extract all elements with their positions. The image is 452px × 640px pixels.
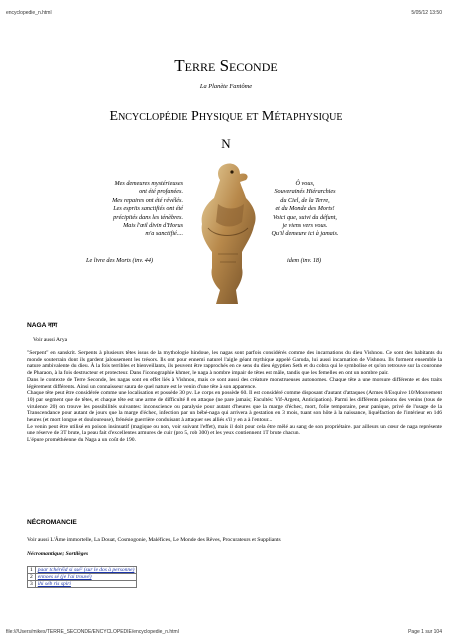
poem-right-citation: idem (inv. 18) bbox=[287, 257, 322, 264]
necromancie-subheading: Nécromantique; Sortilèges bbox=[27, 551, 89, 557]
poem-line: Souverainés Hiérarchies bbox=[274, 188, 336, 196]
poem-line: Voici que, suivi du défunt, bbox=[273, 213, 337, 221]
naga-paragraph: Le venin peut être utilisé en poison insinuatif (magique ou non, voir suivant l'effet), mais il doit pour cela être mêlé au sang de son propriétaire. par ailleurs un cœur de naga représente une réserve de 3T brute, la peau fait d'excellentes armures de cuir (pro 5, rob 300) et les yeux contiennent 1T brute chacun. bbox=[27, 423, 442, 437]
page-title: Terre Seconde bbox=[174, 56, 278, 75]
toc-number: 3 bbox=[28, 581, 36, 588]
page-subtitle: La Planète Fantôme bbox=[199, 83, 253, 90]
poem-line: Mes repaires ont été révélés. bbox=[112, 196, 183, 204]
poem-right bbox=[263, 180, 347, 239]
toc-row bbox=[28, 581, 137, 588]
poem-line: du Ciel, de la Terre, bbox=[280, 196, 330, 204]
toc-number: 1 bbox=[28, 567, 36, 574]
naga-heading: NAGA नाग bbox=[27, 322, 58, 329]
encyclopedia-title: Encyclopédie Physique et Métaphysique bbox=[109, 109, 343, 124]
poem-line: Ô vous, bbox=[295, 180, 315, 187]
toc-link[interactable]: ennoes sé (je l'ai trouvé) bbox=[37, 574, 92, 580]
print-footer-path: file:///Users/mikes/TERRE_SECONDE/ENCYCLOPEDIE/encyclopedie_n.html bbox=[6, 629, 179, 635]
poem-line: Mes demeures mystérieuses bbox=[114, 180, 183, 187]
naga-paragraph: Dans le contexte de Terre Seconde, les nagas sont en effet liés à Vishnou, mais ce sont aussi des créature monstrueuses autonomes. Chaque tête a une morsure différente et des traits légèrement différents. Ainsi un connaisseur saura de quel nature est le venin d'une tête à son apparence. bbox=[27, 376, 442, 390]
poem-line: et du Monde des Morts! bbox=[275, 205, 335, 213]
horus-statue-image bbox=[188, 158, 268, 308]
poem-left bbox=[112, 180, 183, 239]
naga-see-also: Voir aussi Arya bbox=[33, 337, 68, 343]
necromancie-heading: NÉCROMANCIE bbox=[27, 519, 77, 526]
toc-row bbox=[28, 567, 137, 574]
print-footer-page: Page 1 sur 104 bbox=[408, 629, 442, 635]
poem-line: je viens vers vous. bbox=[282, 222, 328, 230]
poem-line: précipités dans les ténèbres. bbox=[113, 213, 183, 221]
toc-link[interactable]: paar tchéréïd si ssé² (sur le dos à personne) bbox=[37, 567, 135, 573]
poem-line: Mais l'œil divin d'Horus bbox=[123, 222, 183, 230]
toc-link[interactable]: ihi séb ris spiri bbox=[37, 581, 71, 587]
naga-text bbox=[27, 350, 442, 444]
poem-line: Qu'il demeure ici à jamais. bbox=[271, 230, 339, 238]
toc-number: 2 bbox=[28, 574, 36, 581]
toc-row bbox=[28, 574, 137, 581]
naga-paragraph: Chaque tête peut être considérée comme une localisation et possède 30 pv. Le corps en possède 60. Il est considéré comme disposant d'autant d'attaques (Armes 0/Esquive 10/Mouvement 10) par segment que de têtes, et chaque tête est une arme de difficulté 8 en attaque (ne pare jamais; Facultés: Vif-Argent, Anticipation). Parmi les différents poisons des venins (tous de virulence 20) on trouve les possibilités suivantes: inconscience ou paralysie pour autant d'heures que la marge d'échec, mort, folie temporaire, peur panique, privé de l'usage de la Transcendance pour autant de jours que la marge d'échec, infection par un bébé-naga qui arrivera à gestation en 3 mois, tuant son hôte à la naissance, liquéfaction de l'intérieur en 1d6 heures (et mort longue et douloureuse), frénésie guerrière conduisant à attaquer ses alliés s'il y en a à l'entour... bbox=[27, 390, 442, 424]
poem-left-citation: Le livre des Morts (inv. 44) bbox=[86, 257, 154, 264]
poem-line: Les esprits sanctifiés ont été bbox=[113, 205, 183, 213]
naga-paragraph: "Serpent" en sanskrit. Serpents à plusieurs têtes issus de la mythologie hindoue, les nagas sont parfois considérés comme des incarnations du dieu Vishnou. Ce sont des habitants du monde souterrain dont ils gardent jalousement les trésors. Ils ont pour ennemi naturel l'aigle géant mythique appelé Garuda, lui aussi incarnation de Vishnou. Ils forment ensemble la nature ambivalente du dieu. À la fois terribles et bienveillants, ils peuvent être rapprochés en ce sens du dieu égyptien Seth et du cobra qui le symbolise et qu'on retrouve sur la couronne de Pharaon, à la fois destructeur et protecteur. Dans l'iconographie khmer, le naga à nombre impair de têtes est mâle, tandis que les femelles en ont un nombre pair. bbox=[27, 350, 442, 377]
print-header-filename: encyclopedie_n.html bbox=[6, 10, 52, 16]
necromancie-see-also: Voir aussi L'Âme immortelle, La Douat, Cosmogonie, Maléfices, Le Monde des Rêves, Procurateurs et Suppliants bbox=[27, 537, 281, 543]
necromancie-toc bbox=[27, 566, 137, 588]
poem-line: m'a sanctifié.... bbox=[145, 230, 183, 238]
naga-paragraph: L'épure prométhéenne du Naga a un coût de 190. bbox=[27, 437, 136, 444]
poem-line: ont été profanées. bbox=[139, 188, 183, 196]
section-letter: N bbox=[221, 136, 231, 151]
print-header-datetime: 5/05/12 13:50 bbox=[411, 10, 442, 16]
